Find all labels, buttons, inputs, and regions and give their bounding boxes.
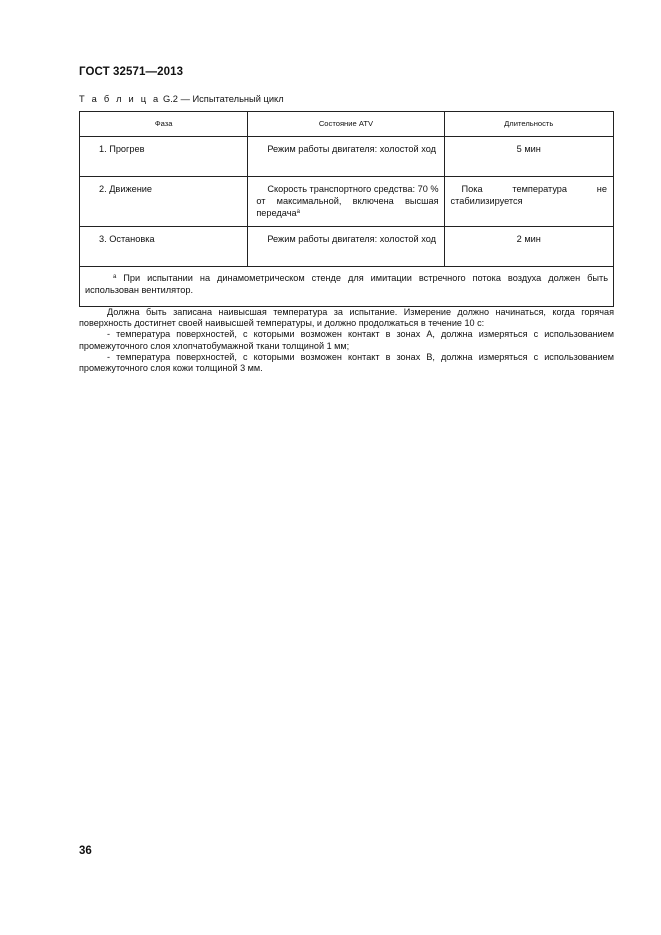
list-item: - температура поверхностей, с которыми возможен контакт в зонах А, должна измеряться с использованием промежуточного слоя хлопчатобумажной ткани толщиной 1 мм; [79, 329, 614, 351]
duration-text: Пока температура не стабилизируется [450, 184, 607, 206]
footnote-reference: а [296, 209, 300, 215]
state-text: Режим работы двигателя: холостой ход [267, 234, 436, 244]
phase-cell: 3. Остановка [80, 227, 248, 267]
duration-cell: 5 мин [444, 137, 613, 177]
state-cell [248, 227, 444, 267]
state-cell [248, 137, 444, 177]
table-row [80, 137, 614, 177]
state-text: Скорость транспортного средства: 70 % от максимальной, включена высшая передача [256, 184, 439, 218]
document-code-header: ГОСТ 32571—2013 [79, 66, 184, 78]
phase-cell: 2. Движение [80, 177, 248, 227]
footnote-text: При испытании на динамометрическом стенде для имитации встречного потока воздуха должен быть использован вентилятор. [85, 273, 608, 295]
page-number: 36 [79, 845, 92, 857]
state-text: Режим работы двигателя: холостой ход [267, 144, 436, 154]
paragraph: Должна быть записана наивысшая температура за испытание. Измерение должно начинаться, когда горячая поверхность достигнет своей наивысшей температуры, и должно продолжаться в течение 10 с: [79, 307, 614, 329]
test-cycle-table [79, 111, 614, 307]
table-row [80, 227, 614, 267]
column-header-atv-state: Состояние ATV [248, 112, 444, 137]
column-header-duration: Длительность [444, 112, 613, 137]
table-footnote-row [80, 267, 614, 307]
phase-cell: 1. Прогрев [80, 137, 248, 177]
table-header-row [80, 112, 614, 137]
duration-cell [444, 177, 613, 227]
list-item: - температура поверхностей, с которыми возможен контакт в зонах В, должна измеряться с использованием промежуточного слоя кожи толщиной 3 мм. [79, 351, 614, 374]
table-caption-title: — Испытательный цикл [180, 94, 284, 104]
table-caption-label: Т а б л и ц а [79, 94, 161, 104]
table-caption-number: G.2 [162, 94, 178, 104]
duration-cell: 2 мин [444, 227, 613, 267]
state-cell [248, 177, 444, 227]
body-text [79, 307, 614, 374]
column-header-phase: Фаза [80, 112, 248, 137]
table-footnote [80, 267, 614, 307]
table-caption [79, 94, 284, 104]
footnote-mark: а [113, 274, 117, 280]
table-row [80, 177, 614, 227]
